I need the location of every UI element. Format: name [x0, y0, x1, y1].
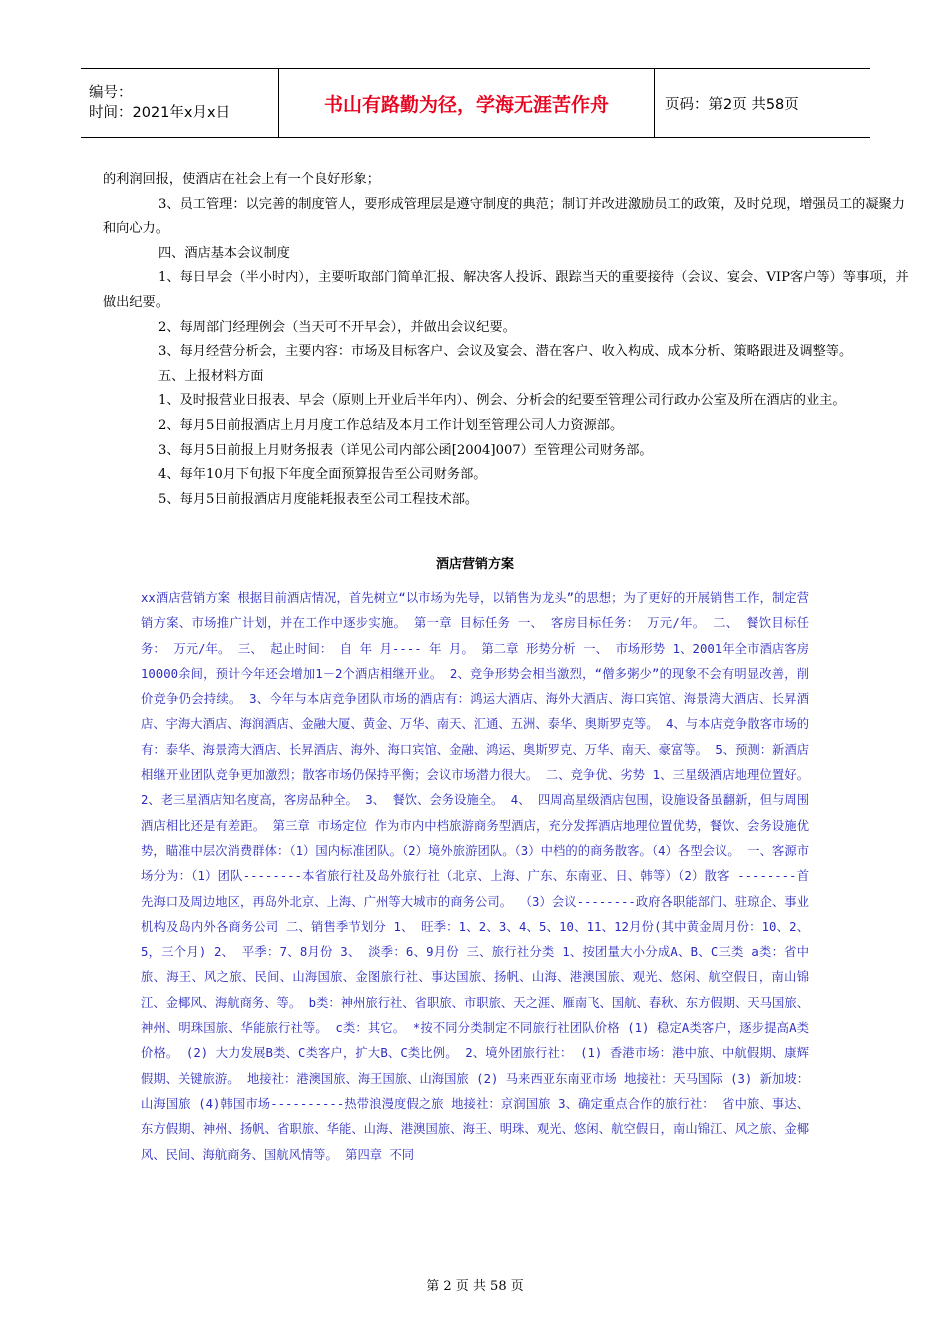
body-paragraph: 5、每月5日前报酒店月度能耗报表至公司工程技术部。 — [158, 491, 479, 507]
header-meta — [81, 69, 279, 137]
body-paragraph: 2、每周部门经理例会（当天可不开早会），并做出会议纪要。 — [158, 319, 516, 335]
body-text — [103, 168, 918, 512]
header-motto: 书山有路勤为径，学海无涯苦作舟 — [279, 69, 655, 137]
header-page-code: 页码：第2页 共58页 — [665, 96, 799, 113]
section-title: 酒店营销方案 — [435, 557, 514, 572]
body-paragraph: 4、每年10月下旬报下年度全面预算报告至公司财务部。 — [158, 467, 487, 483]
body-paragraph: 3、每月5日前报上月财务报表（详见公司内部公函[2004]007）至管理公司财务部。 — [158, 442, 653, 458]
page-header — [81, 68, 870, 138]
document-number-label: 编号： — [89, 85, 133, 101]
document-date: 时间：2021年x月x日 — [89, 105, 231, 121]
body-paragraph: 五、上报材料方面 — [158, 368, 264, 384]
page-footer: 第 2 页 共 58 页 — [426, 1279, 524, 1294]
body-paragraph: 的利润回报，使酒店在社会上有一个良好形象； — [103, 172, 380, 187]
marketing-plan-text: xx酒店营销方案 根据目前酒店情况，首先树立“以市场为先导，以销售为龙头”的思想；为了更好的开展销售工作，制定营销方案、市场推广计划，并在工作中逐步实施。 第一章 目标任务 一、 客房目标任务： 万元/年。 二、 餐饮目标任务： 万元/年。 三、 起止时间： 自 年 月---- 年 月。 第二章 形势分析 一、 市场形势 1、2001年全市酒店客房10000余间，预计今年还会增加1－2个酒店相继开业。 2、竞争形势会相当激烈，“僧多粥少”的现象不会有明显改善，削价竞争仍会持续。 3、今年与本店竞争团队市场的酒店有：鸿运大酒店、海外大酒店、海口宾馆、海景湾大酒店、长昇酒店、宇海大酒店、海润酒店、金融大厦、黄金、万华、南天、汇通、五洲、泰华、奥斯罗克等。 4、与本店竞争散客市场的有：泰华、海景湾大酒店、长昇酒店、海外、海口宾馆、金融、鸿运、奥斯罗克、万华、南天、豪富等。 5、预测：新酒店相继开业团队竞争更加激烈；散客市场仍保持平衡；会议市场潜力很大。 二、竞争优、劣势 1、三星级酒店地理位置好。 2、老三星酒店知名度高，客房品种全。 3、 餐饮、会务设施全。 4、 四周高星级酒店包围，设施设备虽翻新，但与周围酒店相比还是有差距。 第三章 市场定位 作为市内中档旅游商务型酒店，充分发挥酒店地理位置优势，餐饮、会务设施优势，瞄准中层次消费群体：（1）国内标准团队。（2）境外旅游团队。（3）中档的的商务散客。（4）各型会议。 一、客源市场分为：（1）团队--------本省旅行社及岛外旅行社（北京、上海、广东、东南亚、日、韩等）（2）散客 --------首先海口及周边地区，再岛外北京、上海、广州等大城市的商务公司。 （3）会议--------政府各职能部门、驻琼企、事业机构及岛内外各商务公司 二、销售季节划分 1、 旺季：1、2、3、4、5、10、11、12月份(其中黄金周月份：10、2、5，三个月) 2、 平季：7、8月份 3、 淡季：6、9月份 三、旅行社分类 1、按团量大小分成A、B、C三类 a类：省中旅、海王、风之旅、民间、山海国旅、金图旅行社、事达国旅、扬帆、山海、港澳国旅、观光、悠闲、航空假日，南山锦江、金椰风、海航商务、等。 b类：神州旅行社、省职旅、市职旅、天之涯、雁南飞、国航、春秋、东方假期、天马国旅、神州、明珠国旅、华能旅行社等。 c类：其它。 *按不同分类制定不同旅行社团队价格 (1) 稳定A类客户，逐步提高A类价格。 (2) 大力发展B类、C类客户，扩大B、C类比例。 2、境外团旅行社： (1) 香港市场：港中旅、中航假期、康辉假期、关键旅游。 地接社：港澳国旅、海王国旅、山海国旅 (2) 马来西亚东南亚市场 地接社：天马国际 (3) 新加坡：山海国旅 (4)韩国市场----------热带浪漫度假之旅 地接社：京润国旅 3、确定重点合作的旅行社： 省中旅、事达、东方假期、神州、扬帆、省职旅、华能、山海、港澳国旅、海王、明珠、观光、悠闲、航空假日，南山锦江、风之旅、金椰风、民间、海航商务、国航风情等。 第四章 不同 — [141, 591, 809, 1162]
body-paragraph: 3、每月经营分析会，主要内容：市场及目标客户、会议及宴会、潜在客户、收入构成、成本分析、策略跟进及调整等。 — [158, 344, 853, 360]
body-paragraph: 2、每月5日前报酒店上月月度工作总结及本月工作计划至管理公司人力资源部。 — [158, 417, 624, 433]
body-paragraph: 1、及时报营业日报表、早会（原则上开业后半年内）、例会、分析会的纪要至管理公司行政办公室及所在酒店的业主。 — [158, 393, 846, 409]
body-paragraph: 1、每日早会（半小时内），主要听取部门简单汇报、解决客人投诉、跟踪当天的重要接待（会议、宴会、VIP客户等）等事项，并做出纪要。 — [103, 270, 909, 310]
body-paragraph: 四、酒店基本会议制度 — [158, 245, 290, 261]
body-paragraph: 3、员工管理：以完善的制度管人，要形成管理层是遵守制度的典范；制订并改进激励员工的政策，及时兑现，增强员工的凝聚力和向心力。 — [103, 196, 905, 237]
